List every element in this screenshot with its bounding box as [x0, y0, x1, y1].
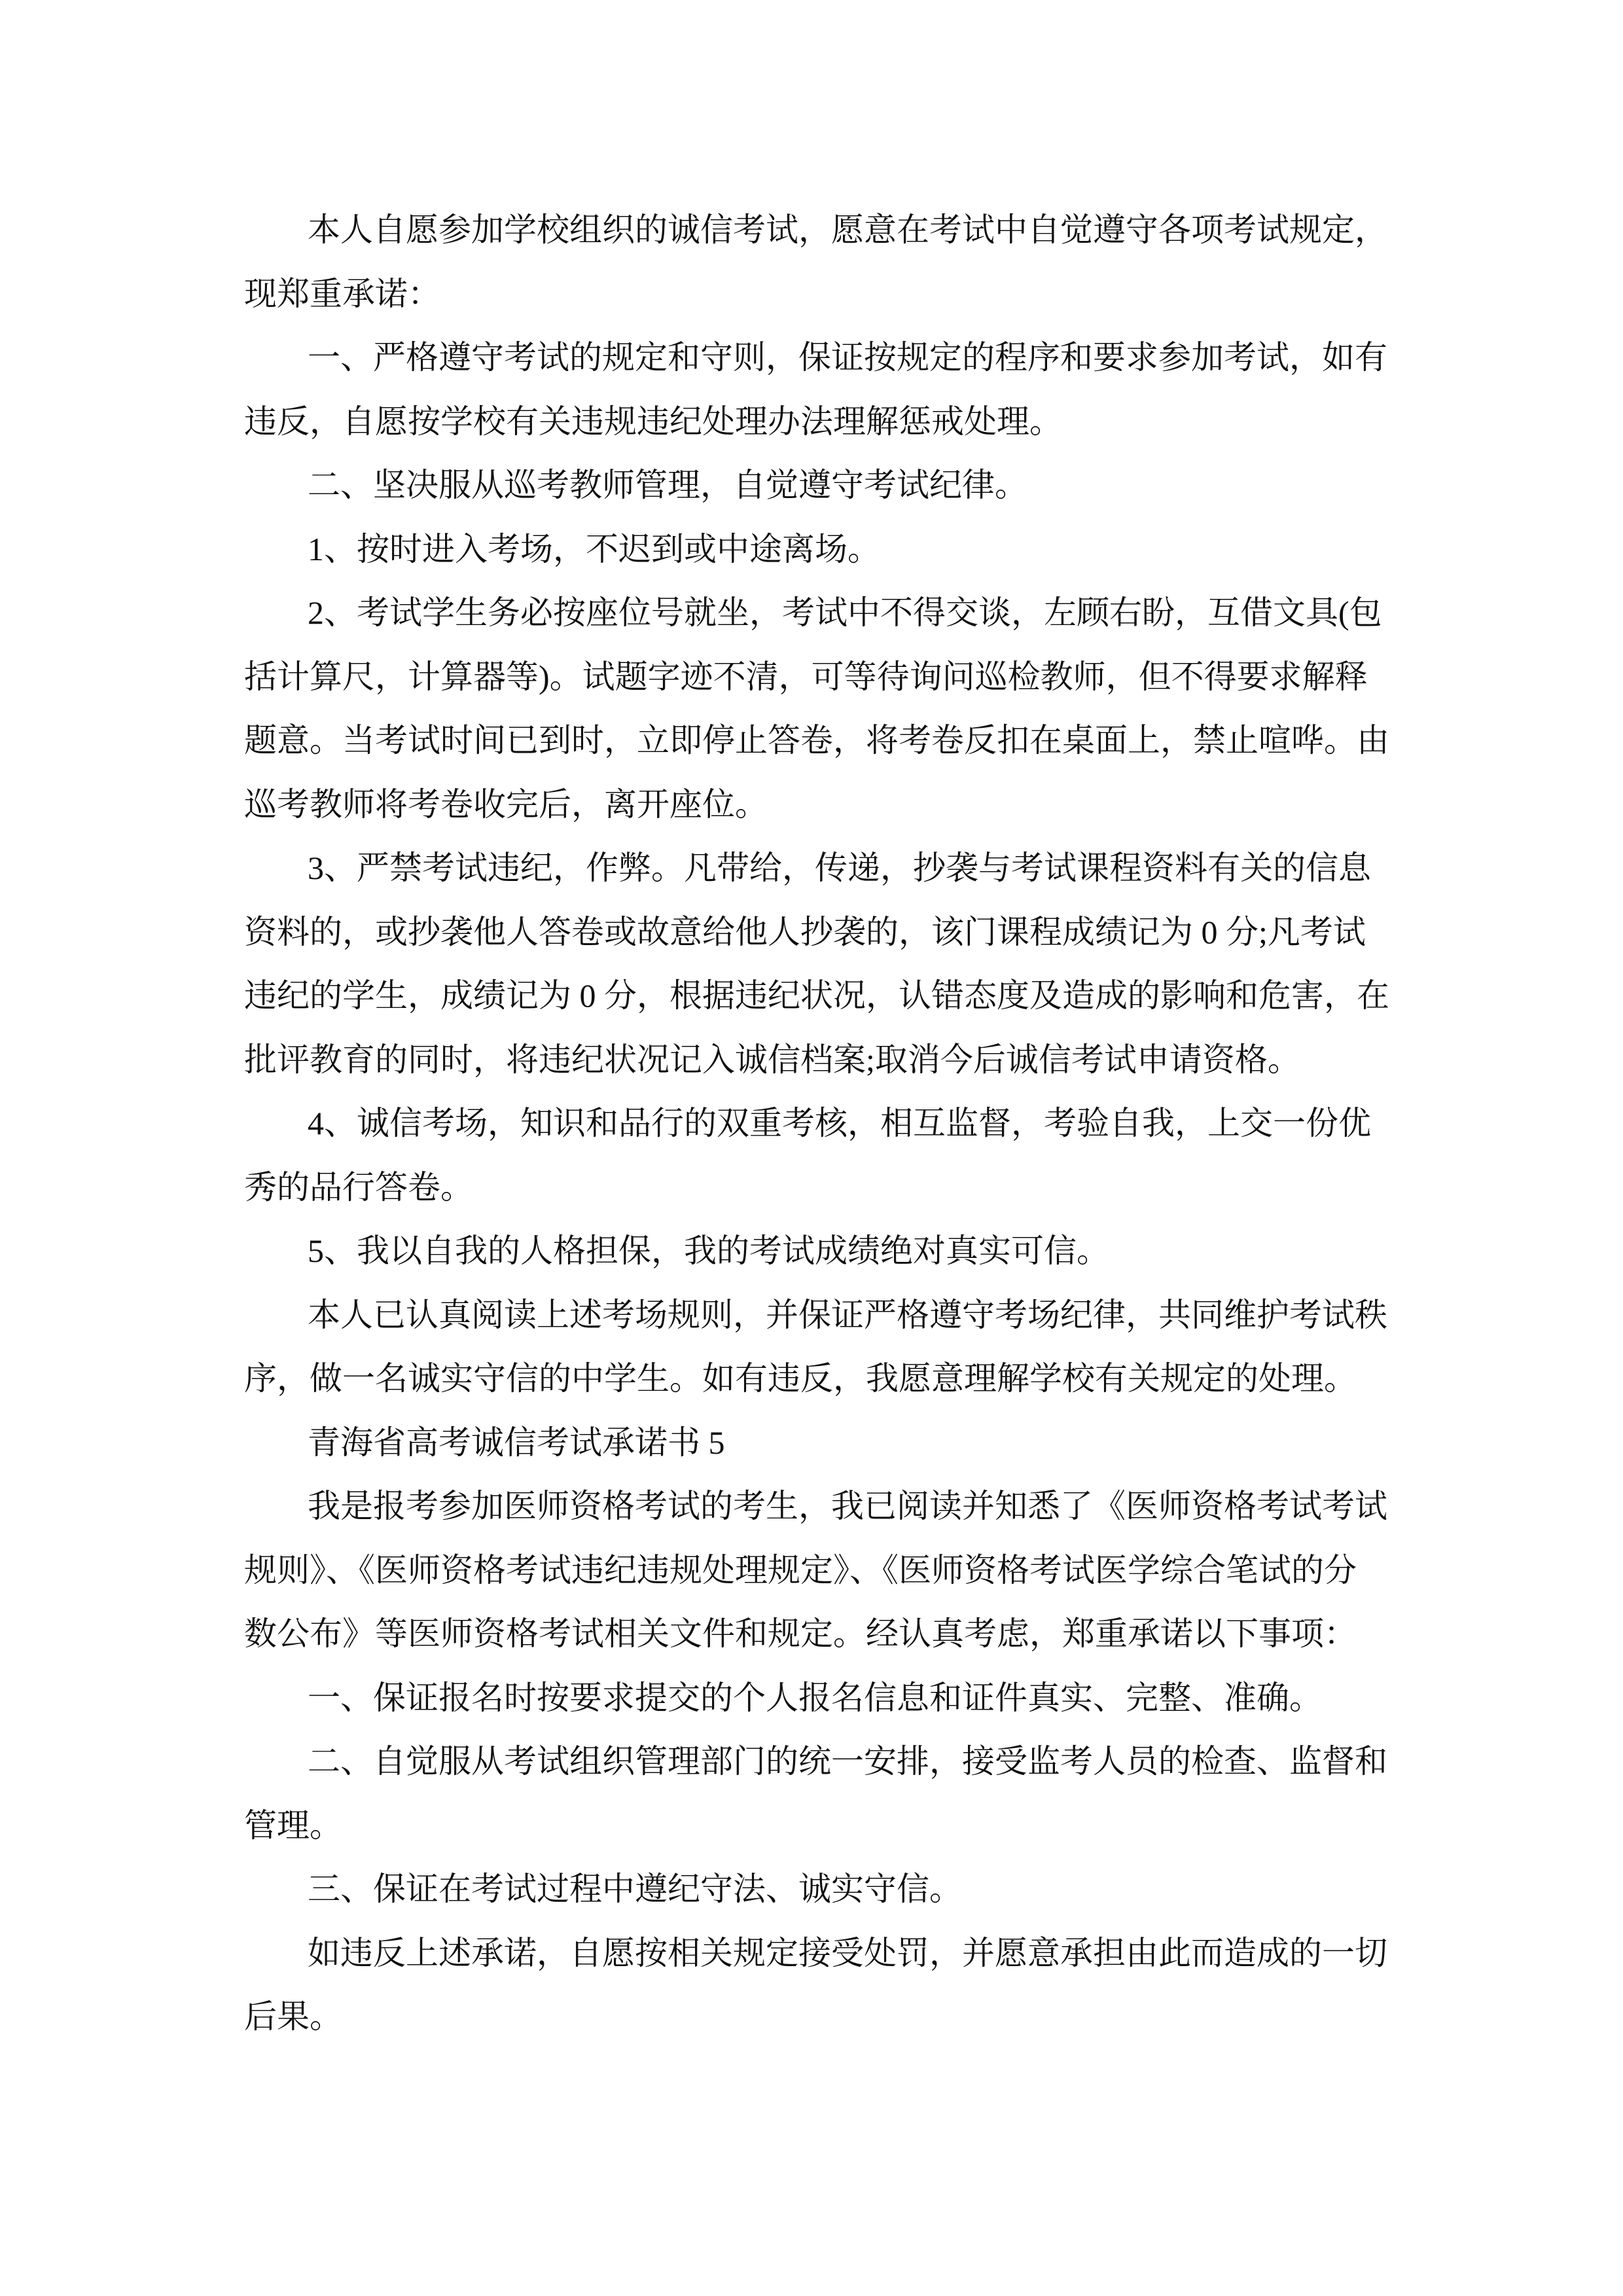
text-line: 巡考教师将考卷收完后，离开座位。 [244, 785, 768, 823]
text-line: 本人自愿参加学校组织的诚信考试，愿意在考试中自觉遵守各项考试规定， [308, 211, 1387, 248]
text-line: 3、严禁考试违纪，作弊。凡带给，传递，抄袭与考试课程资料有关的信息 [308, 850, 1371, 886]
text-line: 我是报考参加医师资格考试的考生，我已阅读并知悉了《医师资格考试考试 [308, 1488, 1387, 1524]
text-line: 5、我以自我的人格担保，我的考试成绩绝对真实可信。 [308, 1232, 1109, 1269]
text-line: 括计算尺，计算器等)。试题字迹不清，可等待询问巡检教师，但不得要求解释 [244, 658, 1368, 695]
text-line: 现郑重承诺： [244, 275, 440, 312]
text-line: 1、按时进入考场，不迟到或中途离场。 [308, 530, 880, 567]
text-line: 违纪的学生，成绩记为 0 分，根据违纪状况，认错态度及造成的影响和危害，在 [244, 977, 1389, 1014]
text-line: 序，做一名诚实守信的中学生。如有违反，我愿意理解学校有关规定的处理。 [244, 1360, 1357, 1397]
text-line: 2、考试学生务必按座位号就坐，考试中不得交谈，左顾右盼，互借文具(包 [308, 594, 1382, 631]
text-line: 秀的品行答卷。 [244, 1168, 473, 1206]
text-line: 一、严格遵守考试的规定和守则，保证按规定的程序和要求参加考试，如有 [308, 339, 1387, 376]
text-line: 二、坚决服从巡考教师管理，自觉遵守考试纪律。 [308, 467, 1027, 503]
text-line: 青海省高考诚信考试承诺书 5 [308, 1424, 725, 1461]
text-line: 二、自觉服从考试组织管理部门的统一安排，接受监考人员的检查、监督和 [308, 1743, 1387, 1780]
text-line: 一、保证报名时按要求提交的个人报名信息和证件真实、完整、准确。 [308, 1679, 1322, 1716]
text-line: 三、保证在考试过程中遵纪守法、诚实守信。 [308, 1871, 962, 1907]
text-line: 资料的，或抄袭他人答卷或故意给他人抄袭的，该门课程成绩记为 0 分;凡考试 [244, 913, 1366, 950]
text-line: 数公布》等医师资格考试相关文件和规定。经认真考虑，郑重承诺以下事项： [244, 1615, 1357, 1652]
text-line: 后果。 [244, 1998, 342, 2035]
text-line: 违反，自愿按学校有关违规违纪处理办法理解惩戒处理。 [244, 403, 1062, 440]
text-line: 批评教育的同时，将违纪状况记入诚信档案;取消今后诚信考试申请资格。 [244, 1041, 1300, 1078]
text-line: 4、诚信考场，知识和品行的双重考核，相互监督，考验自我，上交一份优 [308, 1105, 1371, 1141]
document-text-block [244, 198, 1396, 2049]
text-line: 规则》、《医师资格考试违纪违规处理规定》、《医师资格考试医学综合笔试的分 [244, 1551, 1357, 1588]
text-line: 本人已认真阅读上述考场规则，并保证严格遵守考场纪律，共同维护考试秩 [308, 1296, 1387, 1333]
text-line: 题意。当考试时间已到时，立即停止答卷，将考卷反扣在桌面上，禁止喧哗。由 [244, 722, 1389, 759]
text-line: 如违反上述承诺，自愿按相关规定接受处罚，并愿意承担由此而造成的一切 [308, 1934, 1387, 1971]
text-line: 管理。 [244, 1806, 342, 1844]
